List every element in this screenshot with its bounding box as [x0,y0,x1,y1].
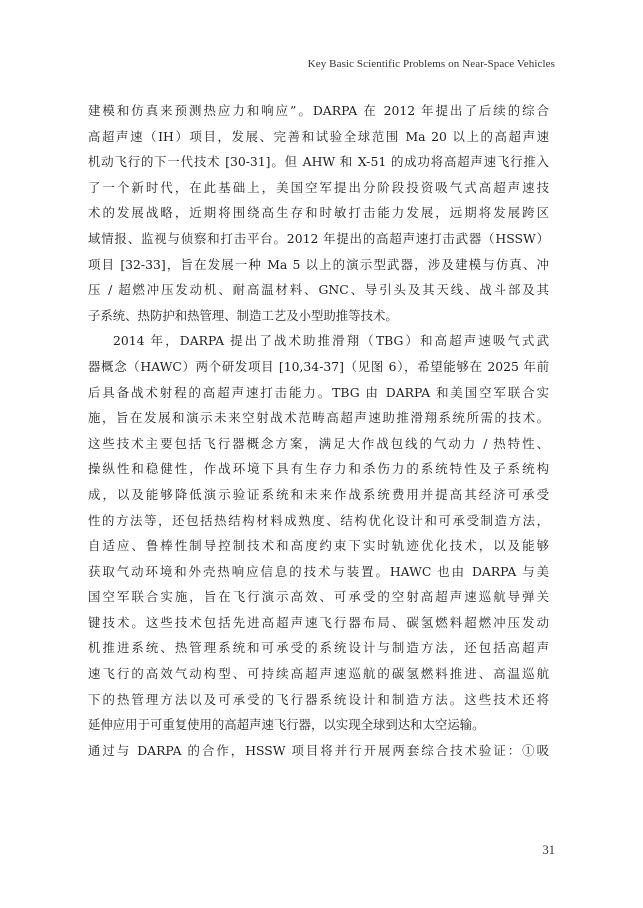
text-line: 操纵性和稳健性，作战环境下具有生存力和杀伤力的系统特性及子系统构 [88,461,549,477]
text-line: 机推进系统、热管理系统和可承受的系统设计与制造方法，还包括高超声 [88,640,549,656]
text-line: 速飞行的高效气动构型、可持续高超声速巡航的碳氢燃料推进、高温巡航 [88,666,549,682]
page-number: 31 [542,843,555,857]
text-line: 了一个新时代，在此基础上，美国空军提出分阶段投资吸气式高超声速技 [88,179,549,195]
text-line: 2014 年，DARPA 提出了战术助推滑翔（TBG）和高超声速吸气式武 [113,333,549,349]
text-line: 自适应、鲁棒性制导控制技术和高度约束下实时轨迹优化技术，以及能够 [88,538,549,554]
text-line: 通过与 DARPA 的合作，HSSW 项目将并行开展两套综合技术验证：①吸 [88,742,549,758]
text-line: 键技术。这些技术包括先进高超声速飞行器布局、碳氢燃料超燃冲压发动 [88,614,549,630]
text-line: 这些技术主要包括飞行器概念方案，满足大作战包线的气动力 / 热特性、 [88,435,549,451]
text-line: 后具备战术射程的高超声速打击能力。TBG 由 DARPA 和美国空军联合实 [88,384,549,400]
text-line: 国空军联合实施，旨在飞行演示高效、可承受的空射高超声速巡航导弹关 [88,589,549,605]
running-header: Key Basic Scientific Problems on Near-Space Vehicles [307,58,555,70]
text-line: 下的热管理方法以及可承受的飞行器系统设计和制造方法。这些技术还将 [88,691,549,707]
body-text [88,98,549,763]
text-line: 术的发展战略，近期将围绕高生存和时敏打击能力发展，远期将发展跨区 [88,205,549,221]
text-line: 域情报、监视与侦察和打击平台。2012 年提出的高超声速打击武器（HSSW） [88,230,549,246]
text-line: 获取气动环境和外壳热响应信息的技术与装置。HAWC 也由 DARPA 与美 [88,563,549,579]
text-line: 成，以及能够降低演示验证系统和未来作战系统费用并提高其经济可承受 [88,486,549,502]
text-line: 施，旨在发展和演示未来空射战术范畴高超声速助推滑翔系统所需的技术。 [88,410,549,426]
text-line: 延伸应用于可重复使用的高超声速飞行器，以实现全球到达和太空运输。 [88,717,485,733]
text-line: 子系统、热防护和热管理、制造工艺及小型助推等技术。 [88,307,398,323]
text-line: 建模和仿真来预测热应力和响应”。DARPA 在 2012 年提出了后续的综合 [88,103,549,118]
text-line: 项目 [32-33]，旨在发展一种 Ma 5 以上的演示型武器，涉及建模与仿真、冲 [88,256,549,272]
text-line: 机动飞行的下一代技术 [30-31]。但 AHW 和 X-51 的成功将高超声速飞行推入 [88,154,549,170]
text-line: 压 / 超燃冲压发动机、耐高温材料、GNC、导引头及其天线、战斗部及其 [88,282,549,298]
text-line: 高超声速（IH）项目，发展、完善和试验全球范围 Ma 20 以上的高超声速 [88,128,549,144]
text-line: 性的方法等，还包括热结构材料成熟度、结构优化设计和可承受制造方法， [88,512,549,528]
text-line: 器概念（HAWC）两个研发项目 [10,34-37]（见图 6），希望能够在 2025 年前 [88,358,549,374]
